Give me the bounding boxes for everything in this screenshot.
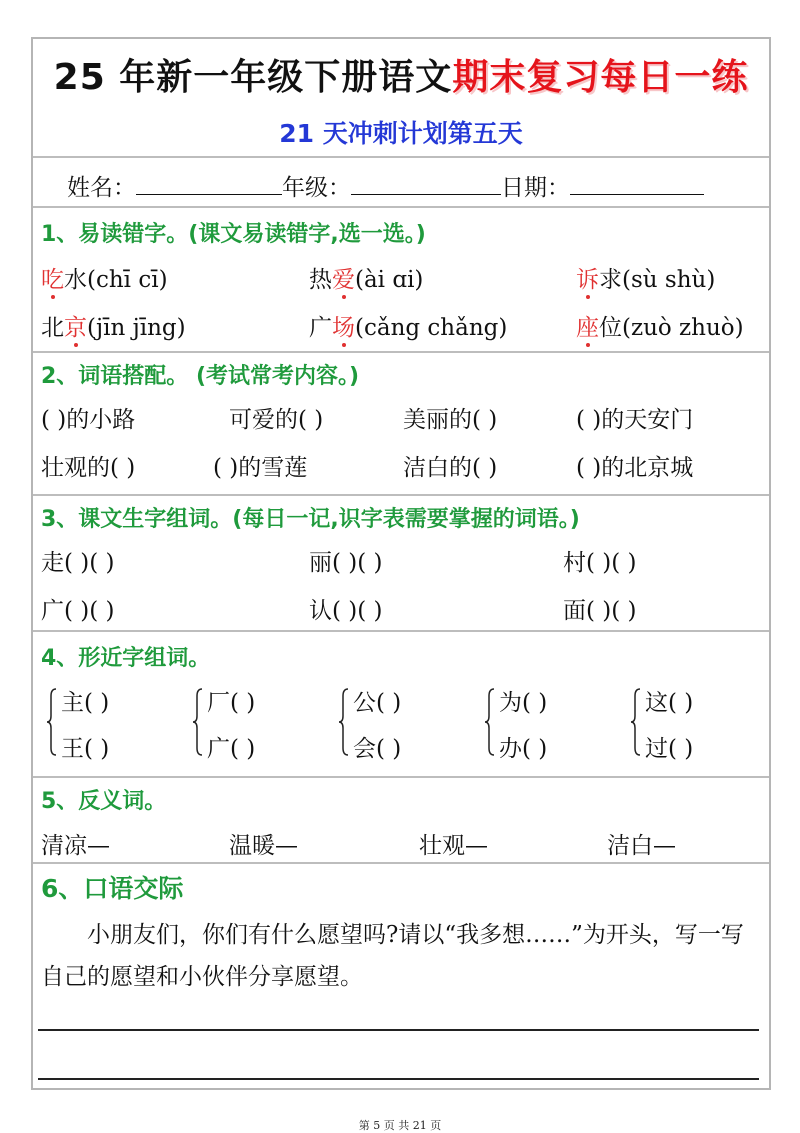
blank-item[interactable]: ( )的小路 [41, 407, 136, 433]
highlight-char: 京 [64, 315, 87, 341]
blank-item[interactable]: ( )的北京城 [576, 455, 694, 481]
section-5-row [41, 827, 763, 867]
brace-icon [47, 688, 57, 756]
section-1-row [41, 261, 763, 301]
student-info-row [67, 169, 704, 202]
similar-char-pair [193, 684, 323, 760]
brace-icon [193, 688, 203, 756]
pair-item[interactable]: 这( ) [645, 690, 694, 716]
antonym-item[interactable]: 温暖— [229, 833, 298, 859]
reading-item: 北京 (jīn jīng) [41, 309, 186, 342]
blank-item[interactable]: 可爱的( ) [229, 407, 324, 433]
divider [33, 351, 769, 353]
reading-item: 诉 求(sù shù) [576, 261, 715, 294]
writing-line[interactable] [38, 1078, 759, 1080]
pair-item[interactable]: 厂( ) [207, 690, 256, 716]
brace-icon [485, 688, 495, 756]
blank-item[interactable]: 美丽的( ) [403, 407, 498, 433]
similar-char-pair [485, 684, 615, 760]
antonym-item[interactable]: 清凉— [41, 833, 110, 859]
blank-item[interactable]: 认( )( ) [309, 598, 383, 624]
pair-item[interactable]: 主( ) [61, 690, 110, 716]
section-3-row [41, 592, 763, 632]
section-6-heading: 6、口语交际 [41, 874, 184, 903]
blank-item[interactable]: ( )的雪莲 [213, 455, 308, 481]
title-black-part: 25 年新一年级下册语文 [53, 57, 453, 98]
blank-item[interactable]: 壮观的( ) [41, 455, 136, 481]
reading-item: 广场 (cǎng chǎng) [309, 309, 507, 342]
highlight-char: 吃 [41, 267, 64, 293]
section-5-heading: 5、反义词。 [41, 789, 167, 814]
highlight-char: 座 [576, 315, 599, 341]
pair-item[interactable]: 公( ) [353, 690, 402, 716]
worksheet [31, 37, 771, 1090]
section-6-prompt: 小朋友们，你们有什么愿望吗?请以“我多想……”为开头，写一写自己的愿望和小伙伴分享愿望。 [41, 922, 744, 990]
divider [33, 776, 769, 778]
writing-line[interactable] [38, 1029, 759, 1031]
grade-field[interactable] [351, 170, 501, 195]
reading-item: 热爱 (ài ɑi) [309, 261, 423, 294]
pair-item[interactable]: 会( ) [353, 736, 402, 762]
section-3-row [41, 544, 763, 584]
section-4-heading: 4、形近字组词。 [41, 646, 211, 671]
title-red-part: 期末复习每日一练 [452, 57, 749, 98]
pair-item[interactable]: 过( ) [645, 736, 694, 762]
section-3-heading: 3、课文生字组词。(每日一记,识字表需要掌握的词语。) [41, 507, 580, 532]
brace-icon [631, 688, 641, 756]
blank-item[interactable]: 洁白的( ) [403, 455, 498, 481]
date-field[interactable] [570, 170, 704, 195]
name-field[interactable] [136, 170, 282, 195]
section-4-row [41, 684, 763, 764]
similar-char-pair [47, 684, 177, 760]
antonym-item[interactable]: 洁白— [607, 833, 676, 859]
pair-item[interactable]: 广( ) [207, 736, 256, 762]
page-number: 第 5 页 共 21 页 [358, 1119, 442, 1132]
pair-item[interactable]: 办( ) [499, 736, 548, 762]
blank-item[interactable]: 村( )( ) [563, 550, 637, 576]
section-1-row [41, 309, 763, 349]
pair-item[interactable]: 王( ) [61, 736, 110, 762]
blank-item[interactable]: 走( )( ) [41, 550, 115, 576]
highlight-char: 诉 [576, 267, 599, 293]
page-subtitle: 21 天冲刺计划第五天 [279, 119, 523, 148]
pair-item[interactable]: 为( ) [499, 690, 548, 716]
section-2-row [41, 401, 763, 441]
section-2-heading: 2、词语搭配。 (考试常考内容。) [41, 364, 360, 389]
section-2-row [41, 449, 763, 489]
highlight-char: 场 [332, 315, 355, 341]
similar-char-pair [631, 684, 761, 760]
similar-char-pair [339, 684, 469, 760]
divider [33, 494, 769, 496]
divider [33, 862, 769, 864]
blank-item[interactable]: ( )的天安门 [576, 407, 694, 433]
highlight-char: 爱 [332, 267, 355, 293]
grade-label: 年级： [282, 175, 351, 201]
reading-item: 座 位(zuò zhuò) [576, 309, 744, 342]
name-label: 姓名： [67, 175, 136, 201]
divider [33, 630, 769, 632]
blank-item[interactable]: 丽( )( ) [309, 550, 383, 576]
blank-item[interactable]: 面( )( ) [563, 598, 637, 624]
brace-icon [339, 688, 349, 756]
date-label: 日期： [501, 175, 570, 201]
divider [33, 156, 769, 158]
divider [33, 206, 769, 208]
antonym-item[interactable]: 壮观— [419, 833, 488, 859]
section-1-heading: 1、易读错字。(课文易读错字,选一选。) [41, 222, 426, 247]
blank-item[interactable]: 广( )( ) [41, 598, 115, 624]
reading-item: 吃 水(chī cī) [41, 261, 168, 294]
page-title [33, 49, 769, 100]
